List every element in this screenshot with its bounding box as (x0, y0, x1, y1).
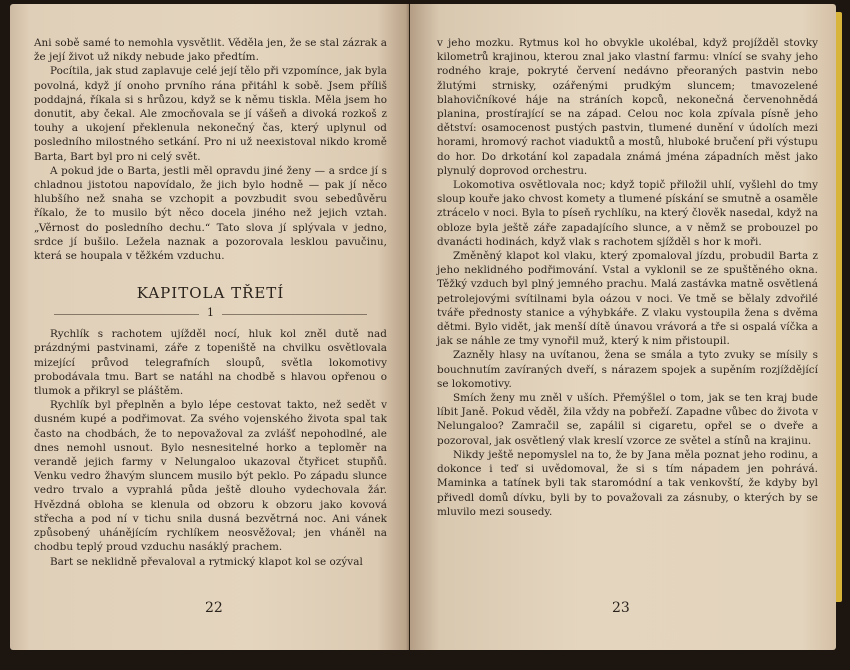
left-page (10, 4, 409, 650)
right-paragraph: Smích ženy mu zněl v uších. Přemýšlel o tom, jak se ten kraj bude líbit Janě. Pokud věděl, žila vždy na pobřeží. Zapadne vůbec do života v Nelungaloo? Zamračil se, zapálil si cigaretu, opřel se o dveře a pozoroval, jak osvětlený vlak kreslí vzorce ze světel a stínů na krajinu. (437, 392, 818, 447)
page-number-right: 23 (612, 600, 630, 616)
left-paragraph: A pokud jde o Barta, jestli měl opravdu jiné ženy — a srdce jí s chladnou jistotou napovídalo, že jich bylo hodně — pak jí něco hlubšího než snaha se vzchopit a povzbudit svou sebedůvěru říkalo, že to musilo být něco docela jiného než jejich vztah. „Věrnost do posledního dechu.“ Tato slova jí splývala v jedno, srdce jí bušilo. Ležela naznak a pozorovala lesklou pavučinu, která se houpala v těžkém vzduchu. (34, 164, 387, 263)
left-paragraph: Pocítila, jak stud zaplavuje celé její tělo při vzpomínce, jak byla povolná, když jí onoho prvního rána přitáhl k sobě. Jsem příliš poddajná, říkala si s hrůzou, když se k němu tiskla. Měla jsem ho donutit, aby čekal. Ale zmocňovala se jí vášeň a divoká rozkoš z touhy a ukojení překlenula nekonečný čas, který uplynul od posledního milostného setkání. Pro ni už neexistoval nikdo kromě Barta, Bart byl pro ni celý svět. (34, 65, 387, 163)
right-paragraph: Změněný klapot kol vlaku, který zpomaloval jízdu, probudil Barta z jeho neklidného podřimování. Vstal a vyklonil se ze spuštěného okna. Těžký vzduch byl plný jemného prachu. Malá zastávka matně osvětlená petrolejovými svítilnami byla oázou v noci. Ve tmě se bělaly zdvořilé tváře přednosty stanice a výhybkáře. Z vlaku vystoupila žena s dvěma dětmi. Bylo vidět, jak menší dítě únavou vrávorá a tře si ospalá víčka a jak se náhle ze tmy vynořil muž, který k nim přistoupil. (437, 250, 818, 348)
section-divider (34, 305, 387, 321)
left-paragraph-opening: Ani sobě samé to nemohla vysvětlit. Věděla jen, že se stal zázrak a že její život už nikdy nebude jako předtím. (34, 37, 387, 64)
right-paragraph: Lokomotiva osvětlovala noc; když topič přiložil uhlí, vyšlehl do tmy sloup kouře jako chvost komety a tlumené pískání se smutně a osaměle ztrácelo v noci. Byla to píseň rychlíku, na který člověk nasedal, když na obloze byla ještě záře zapadajícího slunce, a v němž se probouzel po dvanácti hodinách, když vlak s rachotem sjížděl s hor k moři. (437, 179, 818, 248)
chapter-title: KAPITOLA TŘETÍ (136, 284, 285, 303)
left-paragraph: Rychlík s rachotem ujížděl nocí, hluk kol zněl dutě nad prázdnými pastvinami, záře z topeniště na chvilku osvětlovala mizející průvod telegrafních sloupů, světla lokomotivy probodávala tmu. Bart se natáhl na chodbě s hlavou opřenou o tlumok a přikryl se pláštěm. (34, 328, 387, 398)
left-paragraph: Bart se neklidně převaloval a rytmický klapot kol se ozýval (50, 555, 363, 568)
left-paragraph: Rychlík byl přeplněn a bylo lépe cestovat takto, než sedět v dusném kupé a podřimovat. Za svého vojenského života spal tak často na chodbách, že to nepovažoval za zvlášť nepohodlné, ale dnes nemohl usnout. Bylo nesnesitelné horko a teploměr na verandě jejich farmy v Nelungaloo ukazoval čtyřicet stupňů. Venku vedro žhavým sluncem musilo být peklo. Po západu slunce vedro trvalo a vyprahlá půda ještě dlouho vydechovala žár. Hvězdná obloha se klenula od obzoru k obzoru jako kovová střecha a pod ní v tichu snila dusná bezvětrná noc. Ani vánek způsobený uhánějícím rychlíkem neosvěžoval; jen vháněl na chodbu teplý proud vzduchu nasáklý prachem. (34, 399, 387, 554)
right-paragraph: Zazněly hlasy na uvítanou, žena se smála a tyto zvuky se mísily s bouchnutím zavíraných dveří, s nárazem spojek a supěním rozjíždějící se lokomotivy. (437, 349, 818, 390)
section-number: 1 (199, 306, 222, 319)
book-edge (836, 12, 842, 602)
right-page (410, 4, 836, 650)
right-paragraph-opening: v jeho mozku. Rytmus kol ho obvykle ukolébal, když projížděl stovky kilometrů krajinou, kterou znal jako vlastní farmu: vlnící se svahy jeho rodného kraje, pokryté červení nedávno přeoraných pastvin nebo žlutými strnisky, ozářenými prudkým sluncem; tmavozelené blahovičníkové háje na stráních kopců, nekonečná červenohnědá planina, prostírající se na západ. Celou noc kola zpívala písně jeho dětství: osamocenost pustých pastvin, tlumené dunění v údolích mezi horami, hromový rachot viaduktů a mostů, hluboké bručení při výstupu do hor. Do drkotání kol zapadala známá jména západních měst jako plynulý doprovod orchestru. (437, 37, 818, 177)
right-paragraph: Nikdy ještě nepomyslel na to, že by Jana měla poznat jeho rodinu, a dokonce i teď si uvědomoval, že si s tím nápadem jen pohrává. Maminka a tatínek byli tak staromódní a tak venkovští, že kdyby byl přivedl domů dívku, byli by to považovali za zásnuby, o kterých by se mluvilo mezi sousedy. (437, 448, 818, 518)
page-number-left: 22 (205, 600, 223, 616)
